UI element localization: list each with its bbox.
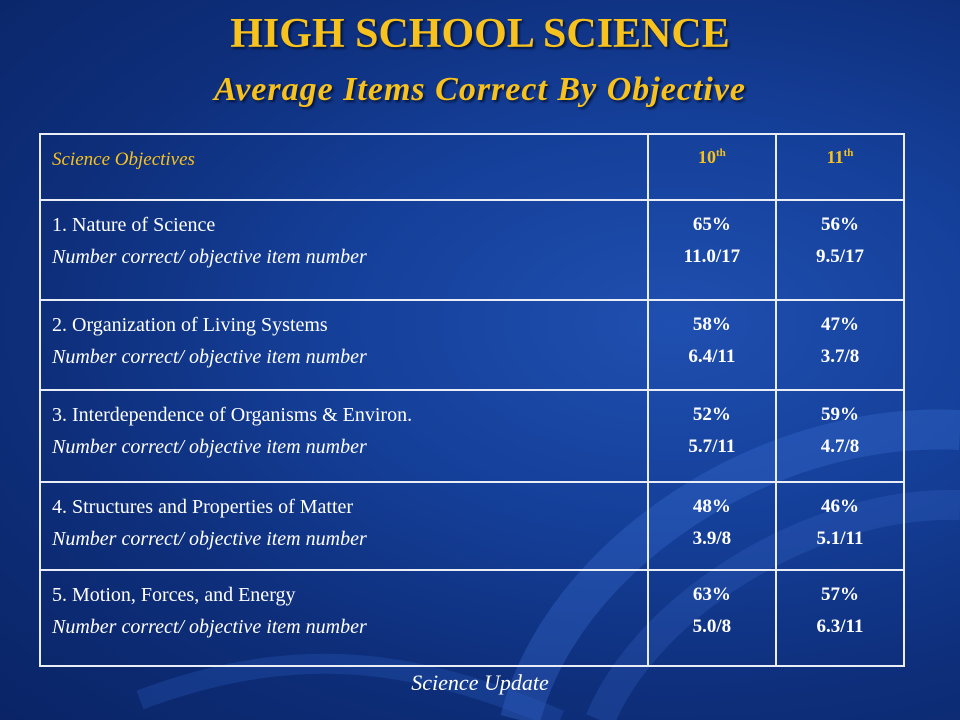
- slide-footer: Science Update: [411, 670, 549, 695]
- objective-subtext: Number correct/ objective item number: [52, 436, 367, 458]
- table-row: [40, 200, 904, 300]
- grade-11-cell: [776, 200, 904, 300]
- grade-10-label: 10: [698, 147, 716, 167]
- header-grade-10: [648, 134, 776, 200]
- grade-11-fraction: 4.7/8: [820, 436, 860, 457]
- grade-11-fraction: 6.3/11: [816, 616, 864, 637]
- grade-10-cell: [648, 570, 776, 666]
- grade-10-fraction: 11.0/17: [683, 246, 741, 267]
- grade-10-cell: [648, 200, 776, 300]
- objective-subtext: Number correct/ objective item number: [52, 616, 367, 638]
- table-row: [40, 390, 904, 482]
- grade-10-percent: 65%: [692, 214, 731, 235]
- objective-name: 2. Organization of Living Systems: [52, 314, 328, 336]
- grade-11-cell: [776, 482, 904, 570]
- grade-10-fraction: 6.4/11: [688, 346, 736, 367]
- table-header-row: [40, 134, 904, 200]
- grade-11-fraction: 5.1/11: [816, 528, 864, 549]
- header-grade-11: [776, 134, 904, 200]
- grade-10-fraction: 5.7/11: [688, 436, 736, 457]
- grade-10-cell: [648, 390, 776, 482]
- grade-11-cell: [776, 390, 904, 482]
- header-objectives: Science Objectives: [40, 134, 648, 200]
- grade-11-percent: 57%: [821, 584, 860, 605]
- objective-cell: [40, 200, 648, 300]
- grade-11-fraction: 9.5/17: [816, 246, 865, 267]
- grade-10-percent: 48%: [692, 496, 731, 517]
- table-row: [40, 570, 904, 666]
- grade-11-fraction: 3.7/8: [820, 346, 860, 367]
- objective-subtext: Number correct/ objective item number: [52, 246, 367, 268]
- objective-name: 4. Structures and Properties of Matter: [52, 496, 354, 518]
- objective-cell: [40, 482, 648, 570]
- objective-cell: [40, 390, 648, 482]
- objective-name: 3. Interdependence of Organisms & Environ.: [52, 404, 413, 426]
- grade-10-cell: [648, 300, 776, 390]
- grade-11-suffix: th: [843, 147, 854, 159]
- objective-subtext: Number correct/ objective item number: [52, 346, 367, 368]
- grade-10-percent: 52%: [692, 404, 731, 425]
- slide-title: HIGH SCHOOL SCIENCE: [230, 11, 730, 57]
- grade-11-cell: [776, 300, 904, 390]
- objective-subtext: Number correct/ objective item number: [52, 528, 367, 550]
- objective-cell: [40, 570, 648, 666]
- grade-10-fraction: 3.9/8: [692, 528, 732, 549]
- slide-subtitle: Average Items Correct By Objective: [214, 71, 746, 108]
- grade-11-percent: 59%: [821, 404, 860, 425]
- objective-name: 5. Motion, Forces, and Energy: [52, 584, 296, 606]
- grade-11-percent: 56%: [821, 214, 860, 235]
- table-row: [40, 482, 904, 570]
- grade-11-percent: 46%: [821, 496, 860, 517]
- objective-cell: [40, 300, 648, 390]
- objective-name: 1. Nature of Science: [52, 214, 216, 236]
- grade-10-fraction: 5.0/8: [692, 616, 732, 637]
- table-row: [40, 300, 904, 390]
- grade-10-percent: 58%: [692, 314, 731, 335]
- grade-11-percent: 47%: [821, 314, 860, 335]
- grade-11-cell: [776, 570, 904, 666]
- grade-11-label: 11: [826, 147, 844, 167]
- grade-10-suffix: th: [716, 147, 726, 159]
- grade-10-cell: [648, 482, 776, 570]
- grade-10-percent: 63%: [692, 584, 731, 605]
- objectives-table: [39, 133, 905, 667]
